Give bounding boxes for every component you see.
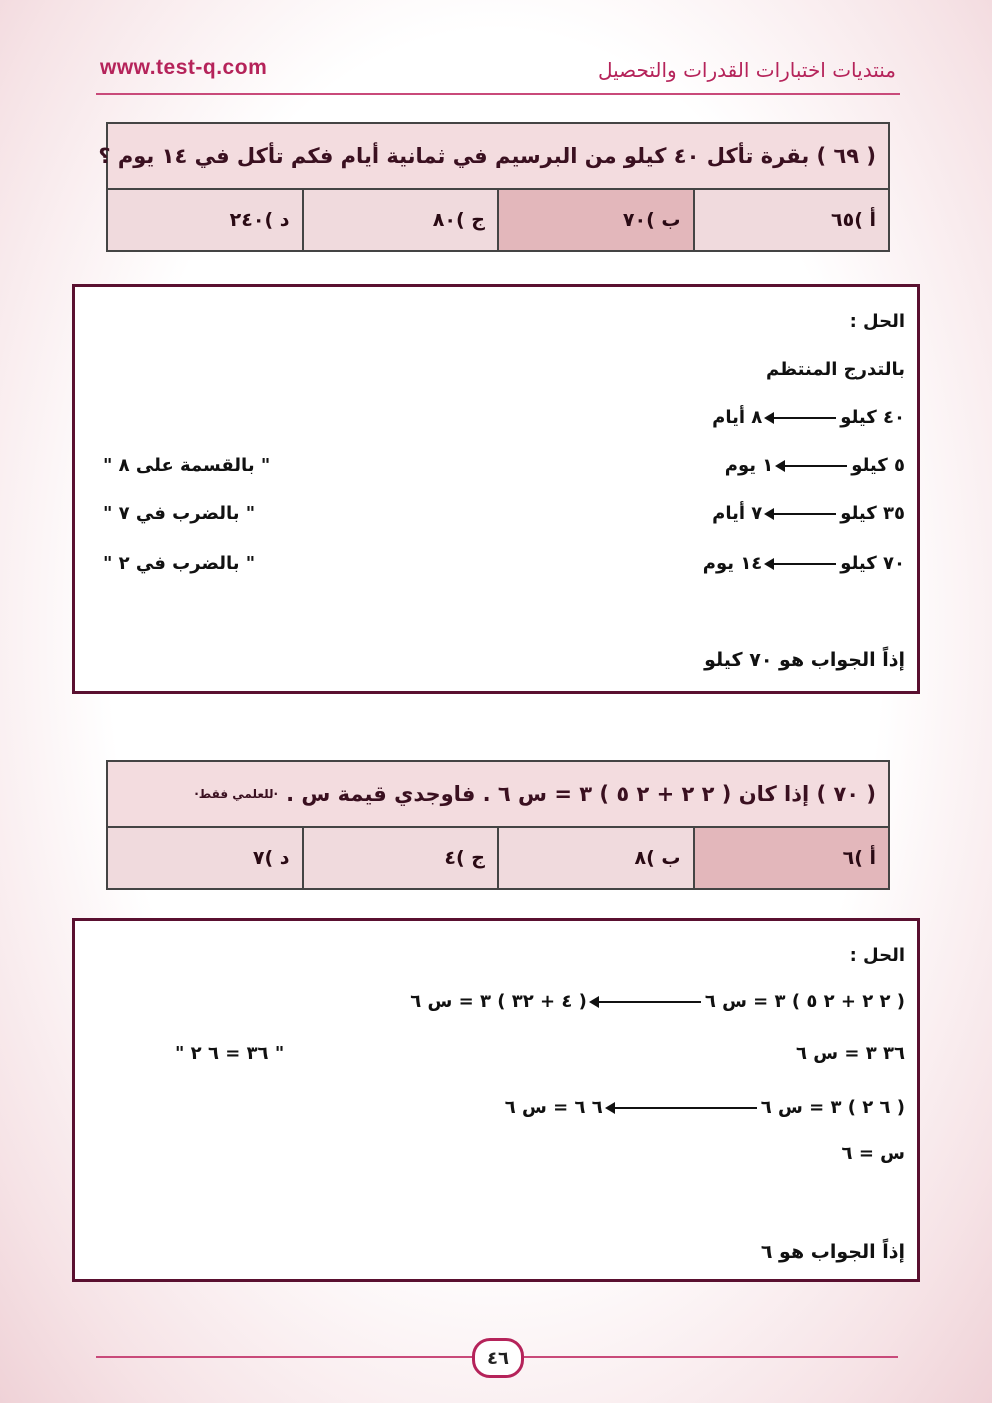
option-b-selected[interactable]: ب )٧٠ [497, 190, 693, 250]
question-70-options [108, 828, 888, 888]
question-70-table [106, 760, 890, 890]
solution-note: " بالضرب في ٧ " [103, 503, 256, 524]
solution-row [410, 991, 905, 1012]
row-right: ١٤ يوم [702, 553, 763, 574]
solution-label: الحل : [849, 945, 905, 966]
row-right: ٧ أيام [712, 503, 763, 524]
option-c[interactable]: ج )٤ [302, 828, 498, 888]
solution-note: " بالضرب في ٢ " [103, 553, 256, 574]
question-70-title: ( ٧٠ ) إذا كان ( ٢ ٢ + ٢ ٥ ) ٣ = س ٦ . فاوجدي قيمة س . [286, 782, 876, 806]
footer-divider-right [518, 1356, 898, 1358]
question-70-tag: ·للعلمي فقط· [194, 787, 279, 801]
row-right: ( ٤ + ٣٢ ) ٣ = س ٦ [410, 991, 587, 1012]
solution-row [505, 1097, 905, 1118]
option-b[interactable]: ب )٨ [497, 828, 693, 888]
arrow-left-icon [777, 465, 847, 467]
solution-row [712, 503, 905, 524]
option-a[interactable]: أ )٦٥ [693, 190, 889, 250]
forum-title: منتديات اختبارات القدرات والتحصيل [597, 58, 896, 82]
solution-row [712, 407, 905, 428]
solution-row [796, 1043, 905, 1064]
option-c[interactable]: ج )٨٠ [302, 190, 498, 250]
question-69-table [98, 122, 890, 252]
row-left: ٤٠ كيلو [840, 407, 905, 428]
option-d[interactable]: د )٢٤٠ [108, 190, 302, 250]
header-divider [96, 93, 900, 95]
option-a-selected[interactable]: أ )٦ [693, 828, 889, 888]
option-d[interactable]: د )٧ [108, 828, 302, 888]
solution-row [725, 455, 905, 476]
row-right: ١ يوم [724, 455, 774, 476]
arrow-left-icon [766, 417, 836, 419]
solution-label: الحل : [849, 311, 905, 332]
question-69-options [108, 190, 888, 250]
row-left: ( ٢ ٢ + ٢ ٥ ) ٣ = س ٦ [704, 991, 905, 1012]
solution-row [703, 553, 905, 574]
row-right: ٦ ٦ = س ٦ [504, 1097, 603, 1118]
row-left: ٥ كيلو [851, 455, 905, 476]
arrow-left-icon [766, 563, 836, 565]
solution-row [842, 1143, 905, 1164]
question-69-title: ( ٦٩ ) بقرة تأكل ٤٠ كيلو من البرسيم في ثمانية أيام فكم تأكل في ١٤ يوم ؟ [108, 124, 888, 190]
solution-note: " ٣٦ = ٦ ٢ " [175, 1043, 285, 1064]
row-left: ٣٦ ٣ = س ٦ [796, 1043, 905, 1064]
solution-note: " بالقسمة على ٨ " [103, 455, 271, 476]
page-number: ٤٦ [472, 1338, 524, 1378]
arrow-left-icon [591, 1001, 701, 1003]
solution-method: بالتدرج المنتظم [766, 359, 905, 380]
question-70-title-row [108, 762, 888, 828]
row-left: ( ٦ ٢ ) ٣ = س ٦ [760, 1097, 905, 1118]
row-left: س = ٦ [841, 1143, 905, 1164]
row-left: ٣٥ كيلو [840, 503, 905, 524]
arrow-left-icon [766, 513, 836, 515]
solution-70-box [72, 918, 920, 1282]
solution-69-box [72, 284, 920, 694]
solution-answer: إذاً الجواب هو ٧٠ كيلو [704, 649, 905, 671]
row-right: ٨ أيام [712, 407, 763, 428]
row-left: ٧٠ كيلو [840, 553, 905, 574]
site-url[interactable]: www.test-q.com [100, 56, 268, 79]
arrow-left-icon [607, 1107, 757, 1109]
solution-answer: إذاً الجواب هو ٦ [760, 1241, 905, 1263]
footer-divider-left [96, 1356, 472, 1358]
